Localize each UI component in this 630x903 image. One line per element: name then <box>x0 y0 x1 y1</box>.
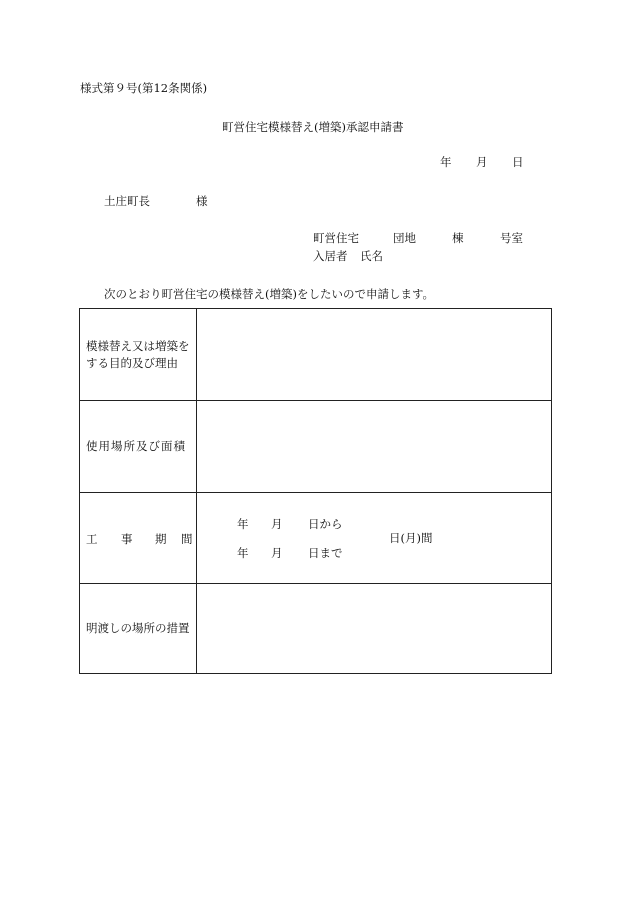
period-to-year: 年 <box>237 546 249 560</box>
applicant-complex: 団地 <box>393 231 416 245</box>
table-row-location-area <box>80 400 551 492</box>
period-to-month: 月 <box>271 546 283 560</box>
purpose-label-line2: する目的及び理由 <box>86 356 178 370</box>
table-row-vacated-site <box>80 583 551 673</box>
period-from-month: 月 <box>271 517 283 531</box>
applicant-housing: 町営住宅 <box>313 231 359 245</box>
purpose-label-line1: 模様替え又は増築を <box>86 339 190 353</box>
period-label-char-1: 工 <box>86 532 98 546</box>
applicant-name-label: 氏名 <box>360 249 383 263</box>
date-day: 日 <box>512 155 524 169</box>
period-from-year: 年 <box>237 517 249 531</box>
addressee-name: 土庄町長 <box>104 194 150 208</box>
addressee-honorific: 様 <box>196 194 208 208</box>
date-year: 年 <box>440 155 452 169</box>
applicant-resident: 入居者 <box>313 249 348 263</box>
table-row-purpose <box>80 309 551 400</box>
period-label-char-4: 間 <box>181 532 193 546</box>
period-label-char-2: 事 <box>121 532 133 546</box>
period-label-char-3: 期 <box>155 532 167 546</box>
applicant-building: 棟 <box>452 231 464 245</box>
period-to-day: 日まで <box>308 546 343 560</box>
application-table <box>79 308 552 674</box>
date-month: 月 <box>476 155 488 169</box>
period-duration: 日(月)間 <box>389 531 433 545</box>
applicant-room: 号室 <box>500 231 523 245</box>
form-number: 様式第９号(第12条関係) <box>80 81 208 95</box>
table-row-construction-period <box>80 492 551 583</box>
location-area-label: 使用場所及び面積 <box>86 439 186 453</box>
application-statement: 次のとおり町営住宅の模様替え(増築)をしたいので申請します。 <box>104 287 435 301</box>
purpose-label <box>86 338 190 372</box>
document-title: 町営住宅模様替え(増築)承認申請書 <box>222 120 404 134</box>
period-from-day: 日から <box>308 517 343 531</box>
vacated-site-label: 明渡しの場所の措置 <box>86 621 190 635</box>
